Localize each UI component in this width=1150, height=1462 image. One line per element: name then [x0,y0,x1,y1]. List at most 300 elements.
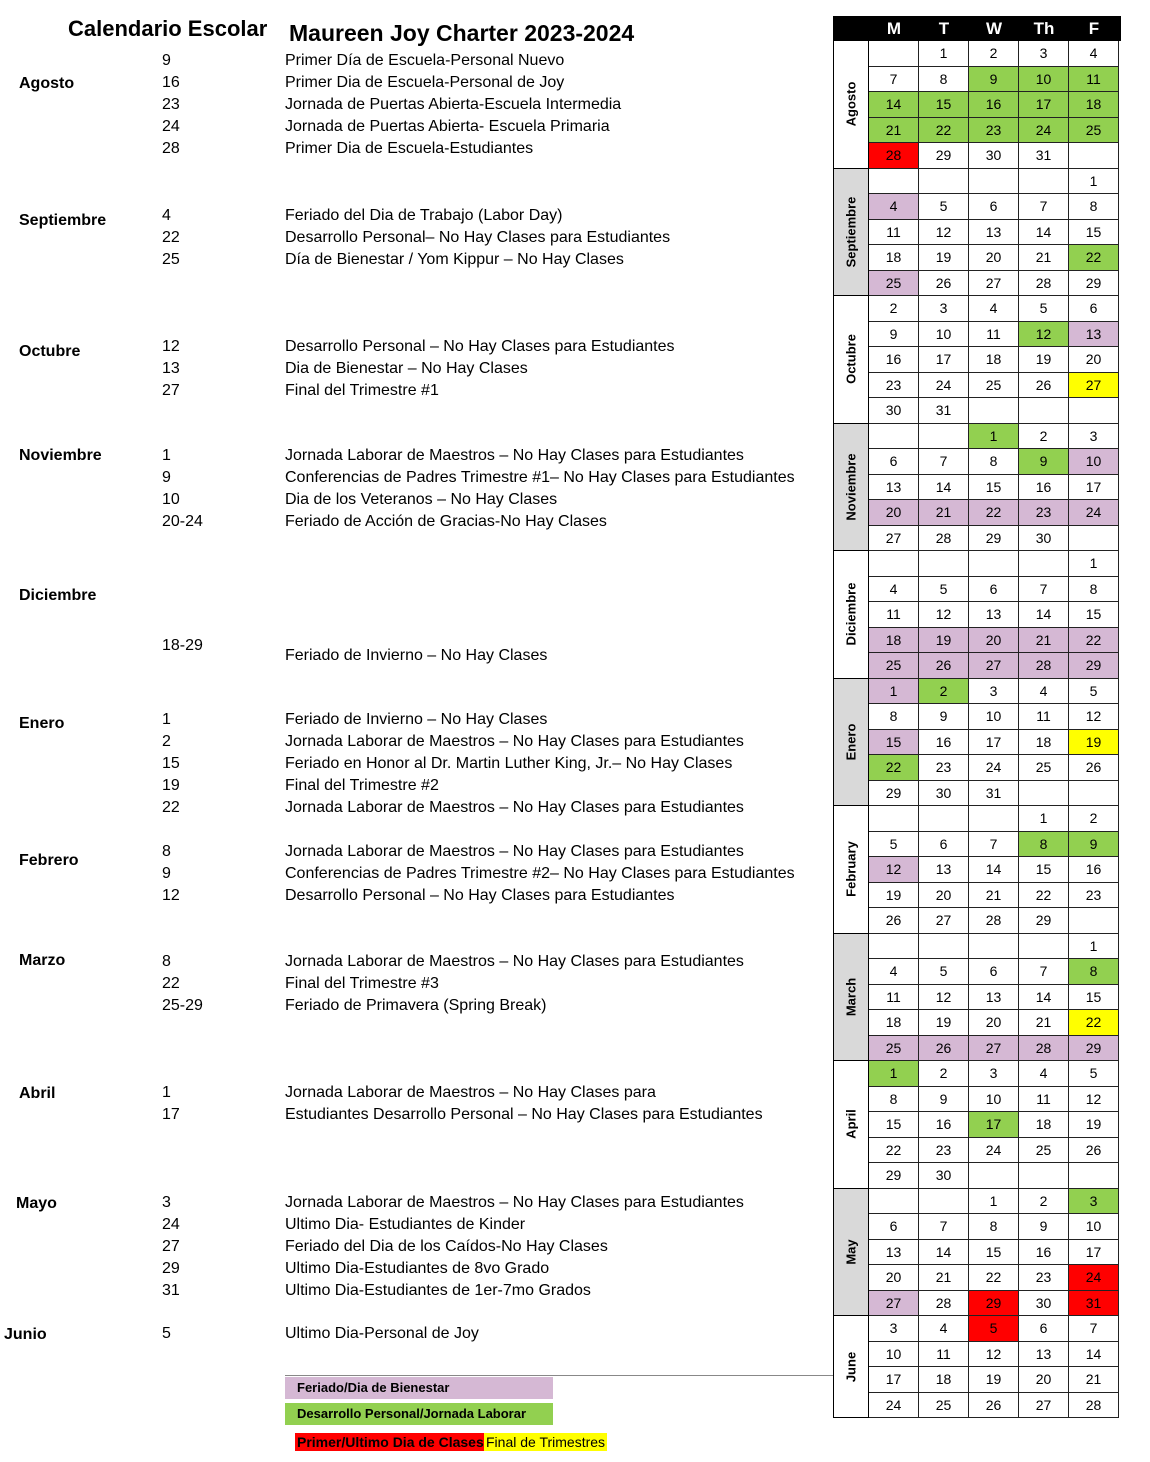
day-cell: 15 [919,92,969,118]
event-date: 1 [162,447,171,464]
day-cell [869,1189,919,1215]
day-cell: 11 [1069,67,1119,93]
event-date: 17 [162,1106,180,1123]
month-name: Abril [19,1085,56,1102]
event-date: 1 [162,711,171,728]
calendar-month [833,1061,1121,1189]
day-cell: 13 [969,220,1019,246]
event-text: Dia de los Veteranos – No Hay Clases [285,491,558,508]
day-cell: 19 [1019,347,1069,373]
legend-green: Desarrollo Personal/Jornada Laborar [285,1403,553,1425]
day-cell: 3 [1069,424,1119,450]
day-cell: 8 [969,1214,1019,1240]
week-row [869,1342,1121,1368]
day-cell: 21 [1019,1010,1069,1036]
week-row [869,1010,1121,1036]
day-cell: 1 [1069,169,1119,195]
day-cell: 26 [1069,755,1119,781]
day-cell: 28 [919,1291,969,1317]
day-cell: 26 [1069,1138,1119,1164]
day-cell: 22 [969,1265,1019,1291]
day-cell: 27 [1069,373,1119,399]
day-cell: 27 [969,271,1019,297]
day-cell [1019,781,1069,807]
event-text: Ultimo Dia-Personal de Joy [285,1325,479,1342]
week-row [869,653,1121,679]
day-cell: 23 [1019,1265,1069,1291]
day-cell: 14 [869,92,919,118]
event-text: Final del Trimestre #2 [285,777,439,794]
event-date: 16 [162,74,180,91]
day-cell: 16 [969,92,1019,118]
event-text: Jornada Laborar de Maestros – No Hay Clases para Estudiantes [285,733,744,750]
event-date: 12 [162,338,180,355]
day-cell: 9 [919,704,969,730]
day-cell: 12 [919,985,969,1011]
week-row [869,449,1121,475]
month-name: Junio [4,1326,47,1343]
day-cell: 25 [919,1393,969,1419]
month-name: Septiembre [19,212,107,229]
day-cell: 15 [1069,985,1119,1011]
calendar-month-label [834,551,869,679]
event-date: 3 [162,1194,171,1211]
day-cell: 9 [1019,1214,1069,1240]
day-cell: 20 [919,883,969,909]
event-text: Desarrollo Personal – No Hay Clases para Estudiantes [285,338,675,355]
day-cell: 21 [1019,628,1069,654]
day-cell: 21 [919,1265,969,1291]
week-row [869,500,1121,526]
event-text: Día de Bienestar / Yom Kippur – No Hay Clases [285,251,624,268]
event-text: Ultimo Dia- Estudiantes de Kinder [285,1216,526,1233]
day-cell [969,169,1019,195]
week-row [869,143,1121,169]
day-cell: 21 [869,118,919,144]
event-text: Jornada Laborar de Maestros – No Hay Clases para Estudiantes [285,843,744,860]
event-text: Final del Trimestre #3 [285,975,439,992]
day-cell: 15 [869,1112,919,1138]
day-cell: 12 [1069,1087,1119,1113]
day-cell: 4 [1069,41,1119,67]
day-cell: 7 [1019,959,1069,985]
day-cell: 9 [869,322,919,348]
week-row [869,577,1121,603]
day-cell: 4 [919,1316,969,1342]
day-cell: 28 [919,526,969,552]
day-cell: 22 [869,755,919,781]
day-cell: 14 [969,857,1019,883]
day-cell: 30 [919,1163,969,1189]
day-cell: 11 [869,602,919,628]
day-cell: 16 [869,347,919,373]
day-cell: 5 [1019,296,1069,322]
event-text: Jornada Laborar de Maestros – No Hay Clases para Estudiantes [285,1194,744,1211]
calendar-month [833,934,1121,1062]
calendar-month-label [834,424,869,552]
event-date: 13 [162,360,180,377]
week-row [869,704,1121,730]
month-name: Noviembre [19,447,102,464]
day-cell: 12 [969,1342,1019,1368]
day-cell: 4 [869,959,919,985]
day-cell: 6 [869,1214,919,1240]
day-cell: 4 [869,194,919,220]
day-cell: 27 [1019,1393,1069,1419]
week-row [869,602,1121,628]
day-cell: 17 [919,347,969,373]
day-cell: 31 [919,398,969,424]
day-cell: 6 [969,959,1019,985]
header-tuesday: T [938,19,950,38]
day-cell: 17 [1019,92,1069,118]
header-thursday: Th [1033,19,1055,38]
day-cell: 18 [869,1010,919,1036]
week-row [869,959,1121,985]
event-text: Jornada de Puertas Abierta- Escuela Primaria [285,118,610,135]
day-cell: 10 [1069,1214,1119,1240]
day-cell: 19 [1069,730,1119,756]
event-text: Feriado de Acción de Gracias-No Hay Clases [285,513,607,530]
day-cell: 22 [869,1138,919,1164]
day-cell: 24 [1019,118,1069,144]
day-cell: 20 [869,1265,919,1291]
day-cell: 28 [1019,1036,1069,1062]
event-date: 24 [162,1216,180,1233]
event-text: Dia de Bienestar – No Hay Clases [285,360,528,377]
day-cell: 20 [1019,1367,1069,1393]
day-cell: 2 [1069,806,1119,832]
day-cell: 7 [969,832,1019,858]
day-cell: 6 [969,194,1019,220]
day-cell: 28 [1019,271,1069,297]
calendar-month-label-text: May [843,1239,859,1265]
day-cell [869,806,919,832]
day-cell: 18 [869,245,919,271]
day-cell: 18 [1019,1112,1069,1138]
day-cell: 12 [919,220,969,246]
day-cell: 14 [1019,220,1069,246]
event-text: Primer Día de Escuela-Personal Nuevo [285,52,565,69]
day-cell: 6 [1069,296,1119,322]
day-cell: 28 [1069,1393,1119,1419]
day-cell: 19 [1069,1112,1119,1138]
week-row [869,1393,1121,1419]
day-cell: 11 [869,220,919,246]
day-cell: 4 [969,296,1019,322]
header-friday: F [1088,19,1100,38]
day-cell: 15 [1069,220,1119,246]
calendar-month-label [834,1189,869,1317]
month-name: Diciembre [19,587,97,604]
day-cell: 1 [969,424,1019,450]
day-cell: 26 [919,653,969,679]
day-cell: 15 [969,475,1019,501]
day-cell: 29 [869,781,919,807]
week-row [869,832,1121,858]
day-cell: 3 [1019,41,1069,67]
day-cell: 24 [969,1138,1019,1164]
day-cell [869,934,919,960]
day-cell: 19 [919,628,969,654]
day-cell [919,551,969,577]
day-cell: 16 [1019,1240,1069,1266]
day-cell: 30 [1019,1291,1069,1317]
event-text: Conferencias de Padres Trimestre #1– No Hay Clases para Estudiantes [285,469,795,486]
legend-red: Primer/Ultimo Dia de Clases [297,1434,484,1450]
day-cell: 10 [919,322,969,348]
day-cell [969,551,1019,577]
day-cell: 3 [919,296,969,322]
day-cell: 3 [869,1316,919,1342]
week-row [869,730,1121,756]
day-cell: 1 [969,1189,1019,1215]
week-row [869,1163,1121,1189]
calendar-month-label-text: Septiembre [843,196,859,268]
day-cell: 11 [1019,1087,1069,1113]
week-row [869,806,1121,832]
week-row [869,1087,1121,1113]
day-cell: 5 [919,959,969,985]
day-cell: 9 [919,1087,969,1113]
week-row [869,245,1121,271]
week-row [869,322,1121,348]
day-cell: 4 [1019,679,1069,705]
day-cell: 5 [919,194,969,220]
day-cell: 23 [919,1138,969,1164]
event-text: Desarrollo Personal – No Hay Clases para Estudiantes [285,887,675,904]
calendar-month-label-text: February [843,841,859,898]
event-text: Primer Dia de Escuela-Personal de Joy [285,74,565,91]
divider-line [285,1375,835,1376]
calendar-month [833,41,1121,169]
event-date: 2 [162,733,171,750]
day-cell: 5 [919,577,969,603]
day-cell: 26 [1019,373,1069,399]
day-cell: 1 [869,1061,919,1087]
week-row [869,271,1121,297]
day-cell: 28 [869,143,919,169]
day-cell: 7 [1019,194,1069,220]
day-cell: 7 [1019,577,1069,603]
week-row [869,424,1121,450]
day-cell: 6 [969,577,1019,603]
day-cell [969,934,1019,960]
day-cell: 8 [869,1087,919,1113]
day-cell: 18 [1069,92,1119,118]
day-cell: 6 [919,832,969,858]
day-cell: 29 [969,526,1019,552]
day-cell [1069,143,1119,169]
day-cell: 16 [1069,857,1119,883]
week-row [869,1367,1121,1393]
event-text: Desarrollo Personal– No Hay Clases para Estudiantes [285,229,671,246]
day-cell: 29 [1069,1036,1119,1062]
day-cell: 16 [919,1112,969,1138]
day-cell [1019,934,1069,960]
event-date: 31 [162,1282,180,1299]
event-date: 9 [162,469,171,486]
day-cell: 10 [1019,67,1069,93]
day-cell: 8 [1019,832,1069,858]
week-row [869,194,1121,220]
header-monday: M [886,19,902,38]
event-text: Feriado de Invierno – No Hay Clases [285,711,548,728]
day-cell: 30 [919,781,969,807]
day-cell: 15 [1069,602,1119,628]
calendar-month [833,806,1121,934]
day-cell: 18 [1019,730,1069,756]
day-cell: 10 [969,1087,1019,1113]
day-cell: 4 [1019,1061,1069,1087]
day-cell: 11 [1019,704,1069,730]
event-text: Jornada Laborar de Maestros – No Hay Clases para Estudiantes [285,953,744,970]
day-cell: 17 [969,1112,1019,1138]
event-date: 28 [162,140,180,157]
title-calendario-escolar: Calendario Escolar [68,16,268,41]
day-cell [1069,398,1119,424]
day-cell: 20 [969,628,1019,654]
day-cell: 6 [1019,1316,1069,1342]
day-cell: 10 [969,704,1019,730]
week-row [869,41,1121,67]
day-cell: 22 [1069,1010,1119,1036]
calendar-month-label-text: June [843,1351,859,1382]
day-cell: 9 [1069,832,1119,858]
day-cell: 7 [919,1214,969,1240]
day-cell: 17 [1069,475,1119,501]
day-cell [1019,398,1069,424]
day-cell: 20 [969,245,1019,271]
day-cell: 31 [1069,1291,1119,1317]
day-cell: 20 [869,500,919,526]
week-row [869,781,1121,807]
day-cell: 20 [1069,347,1119,373]
day-cell: 24 [1069,500,1119,526]
legend-purple: Feriado/Dia de Bienestar [285,1377,553,1399]
event-date: 18-29 [162,637,203,654]
event-text: Jornada Laborar de Maestros – No Hay Clases para [285,1084,656,1101]
week-row [869,908,1121,934]
week-row [869,1061,1121,1087]
day-cell: 10 [869,1342,919,1368]
event-date: 22 [162,799,180,816]
day-cell: 7 [1069,1316,1119,1342]
day-cell: 15 [1019,857,1069,883]
day-cell: 5 [1069,1061,1119,1087]
event-text: Ultimo Dia-Estudiantes de 1er-7mo Grados [285,1282,591,1299]
event-text: Final del Trimestre #1 [285,382,439,399]
day-cell: 27 [969,1036,1019,1062]
day-cell: 8 [1069,959,1119,985]
day-cell: 2 [1019,1189,1069,1215]
day-cell: 30 [1019,526,1069,552]
day-cell: 24 [969,755,1019,781]
legend-yellow: Final de Trimestres [486,1434,606,1450]
event-text: Conferencias de Padres Trimestre #2– No Hay Clases para Estudiantes [285,865,795,882]
day-cell: 2 [1019,424,1069,450]
day-cell: 25 [1019,1138,1069,1164]
day-cell: 3 [969,1061,1019,1087]
day-cell: 12 [869,857,919,883]
day-cell: 22 [969,500,1019,526]
day-cell: 24 [919,373,969,399]
event-text: Feriado en Honor al Dr. Martin Luther King, Jr.– No Hay Clases [285,755,733,772]
day-cell [869,551,919,577]
mini-calendar [833,16,1121,1418]
day-cell: 19 [919,1010,969,1036]
week-row [869,628,1121,654]
week-row [869,1265,1121,1291]
day-cell: 23 [1069,883,1119,909]
day-cell: 25 [869,271,919,297]
calendar-month-label [834,1061,869,1189]
day-cell: 22 [1069,245,1119,271]
week-row [869,1036,1121,1062]
day-cell: 1 [869,679,919,705]
day-cell [919,1189,969,1215]
day-cell [869,424,919,450]
calendar-month-label [834,41,869,169]
week-row [869,347,1121,373]
day-cell: 1 [919,41,969,67]
event-date: 9 [162,52,171,69]
day-cell: 28 [969,908,1019,934]
day-cell: 23 [969,118,1019,144]
day-cell: 22 [919,118,969,144]
day-cell: 29 [969,1291,1019,1317]
day-cell: 22 [1019,883,1069,909]
event-date: 1 [162,1084,171,1101]
calendar-month-label [834,169,869,297]
day-cell: 24 [1069,1265,1119,1291]
day-cell [919,806,969,832]
day-cell: 16 [919,730,969,756]
day-cell: 17 [1069,1240,1119,1266]
event-text: Feriado del Dia de los Caídos-No Hay Clases [285,1238,608,1255]
day-cell: 19 [869,883,919,909]
day-cell: 29 [1069,653,1119,679]
event-date: 22 [162,229,180,246]
day-cell: 8 [1069,194,1119,220]
event-text: Estudiantes Desarrollo Personal – No Hay Clases para Estudiantes [285,1106,763,1123]
calendar-month [833,424,1121,552]
day-cell: 26 [969,1393,1019,1419]
event-date: 10 [162,491,180,508]
event-date: 9 [162,865,171,882]
day-cell: 13 [869,475,919,501]
day-cell: 1 [1019,806,1069,832]
day-cell: 19 [919,245,969,271]
day-cell: 2 [969,41,1019,67]
header-wednesday: W [985,19,1003,38]
day-cell [919,934,969,960]
calendar-month [833,1189,1121,1317]
calendar-month-label [834,679,869,807]
event-text: Feriado del Dia de Trabajo (Labor Day) [285,207,563,224]
calendar-month-label [834,806,869,934]
day-cell [969,806,1019,832]
day-cell: 12 [1069,704,1119,730]
day-cell: 27 [969,653,1019,679]
event-date: 20-24 [162,513,203,530]
month-name: Mayo [16,1195,57,1212]
day-cell: 18 [969,347,1019,373]
day-cell: 29 [1019,908,1069,934]
day-cell: 13 [969,602,1019,628]
day-cell [1019,169,1069,195]
day-cell: 30 [969,143,1019,169]
